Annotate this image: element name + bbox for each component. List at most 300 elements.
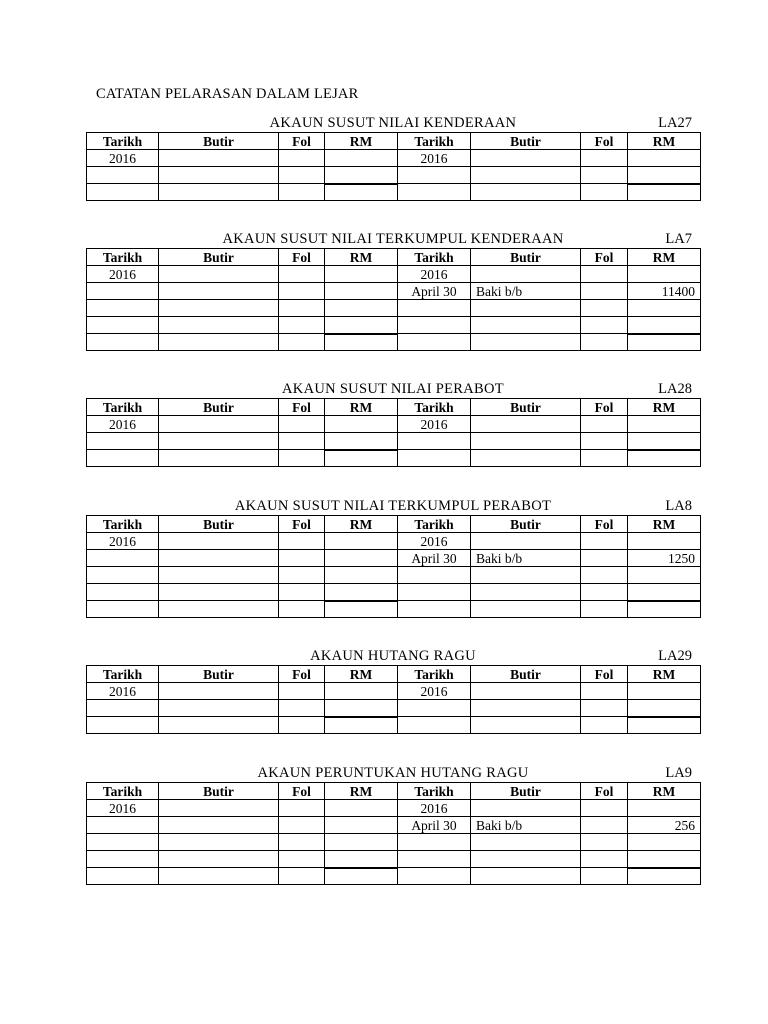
cell-tarikh-debit (87, 334, 159, 351)
cell-tarikh-credit (398, 584, 471, 601)
cell-tarikh-credit (398, 567, 471, 584)
cell-fol-credit (581, 584, 628, 601)
cell-fol-debit (279, 450, 325, 467)
cell-tarikh-debit (87, 817, 159, 834)
ledger-name: AKAUN SUSUT NILAI PERABOT (282, 381, 504, 397)
header-rm: RM (325, 249, 398, 266)
cell-tarikh-debit: 2016 (87, 533, 159, 550)
cell-butir-credit (471, 700, 581, 717)
table-row (87, 868, 701, 885)
cell-tarikh-credit (398, 300, 471, 317)
header-tarikh: Tarikh (398, 666, 471, 683)
cell-rm-debit (325, 317, 398, 334)
cell-fol-credit (581, 550, 628, 567)
cell-fol-debit (279, 533, 325, 550)
cell-tarikh-credit (398, 834, 471, 851)
header-fol: Fol (581, 666, 628, 683)
ledger-code: LA27 (658, 115, 692, 131)
cell-tarikh-debit (87, 450, 159, 467)
cell-fol-debit (279, 150, 325, 167)
header-butir: Butir (159, 399, 279, 416)
ledger-susut-nilai-terkumpul-kenderaan (86, 231, 700, 351)
cell-butir-credit (471, 567, 581, 584)
cell-rm-credit (628, 433, 701, 450)
cell-tarikh-credit: 2016 (398, 800, 471, 817)
header-butir: Butir (471, 666, 581, 683)
header-rm: RM (628, 133, 701, 150)
header-fol: Fol (279, 249, 325, 266)
cell-butir-credit (471, 601, 581, 618)
cell-butir-credit (471, 167, 581, 184)
cell-fol-credit (581, 601, 628, 618)
table-header-row (87, 249, 701, 266)
ledger-name: AKAUN SUSUT NILAI KENDERAAN (269, 115, 517, 131)
cell-tarikh-debit: 2016 (87, 683, 159, 700)
table-header-row (87, 666, 701, 683)
cell-rm-credit (628, 334, 701, 351)
header-butir: Butir (471, 783, 581, 800)
cell-butir-credit (471, 868, 581, 885)
header-fol: Fol (581, 399, 628, 416)
cell-butir-credit (471, 584, 581, 601)
table-row (87, 550, 701, 567)
header-butir: Butir (159, 666, 279, 683)
cell-fol-credit (581, 300, 628, 317)
ledger-name: AKAUN HUTANG RAGU (310, 648, 476, 664)
cell-rm-credit (628, 584, 701, 601)
cell-butir-debit (159, 283, 279, 300)
cell-tarikh-debit (87, 700, 159, 717)
header-fol: Fol (581, 783, 628, 800)
cell-tarikh-debit (87, 601, 159, 618)
cell-fol-credit (581, 283, 628, 300)
ledger-table (86, 398, 701, 467)
table-row (87, 300, 701, 317)
ledger-header (86, 231, 700, 248)
cell-rm-debit (325, 283, 398, 300)
table-header-row (87, 516, 701, 533)
cell-butir-credit (471, 834, 581, 851)
cell-rm-credit (628, 800, 701, 817)
header-tarikh: Tarikh (87, 666, 159, 683)
table-row (87, 317, 701, 334)
cell-rm-debit (325, 567, 398, 584)
ledger-code: LA8 (665, 498, 692, 514)
cell-tarikh-credit (398, 184, 471, 201)
cell-butir-credit (471, 150, 581, 167)
ledger-header (86, 648, 700, 665)
cell-butir-debit (159, 533, 279, 550)
header-butir: Butir (159, 783, 279, 800)
cell-rm-debit (325, 584, 398, 601)
cell-butir-credit (471, 433, 581, 450)
table-row (87, 584, 701, 601)
header-tarikh: Tarikh (87, 133, 159, 150)
table-row (87, 834, 701, 851)
cell-butir-debit (159, 550, 279, 567)
table-row (87, 416, 701, 433)
table-row (87, 167, 701, 184)
cell-tarikh-debit (87, 567, 159, 584)
cell-fol-credit (581, 800, 628, 817)
ledger-name: AKAUN PERUNTUKAN HUTANG RAGU (257, 765, 529, 781)
cell-rm-debit (325, 817, 398, 834)
ledger-table (86, 515, 701, 618)
cell-fol-credit (581, 150, 628, 167)
cell-rm-debit (325, 683, 398, 700)
cell-fol-credit (581, 567, 628, 584)
ledger-susut-nilai-kenderaan (86, 115, 700, 201)
cell-tarikh-debit (87, 550, 159, 567)
cell-butir-debit (159, 300, 279, 317)
header-rm: RM (628, 399, 701, 416)
ledger-susut-nilai-perabot (86, 381, 700, 467)
cell-butir-debit (159, 266, 279, 283)
cell-rm-credit (628, 601, 701, 618)
cell-tarikh-debit: 2016 (87, 266, 159, 283)
table-row (87, 150, 701, 167)
cell-rm-debit (325, 450, 398, 467)
header-butir: Butir (159, 249, 279, 266)
cell-rm-debit (325, 601, 398, 618)
cell-fol-credit (581, 450, 628, 467)
cell-fol-credit (581, 817, 628, 834)
cell-butir-credit (471, 683, 581, 700)
cell-fol-debit (279, 567, 325, 584)
cell-butir-credit (471, 300, 581, 317)
header-butir: Butir (471, 516, 581, 533)
cell-rm-debit (325, 834, 398, 851)
table-row (87, 601, 701, 618)
ledger-table (86, 665, 701, 734)
cell-tarikh-debit: 2016 (87, 416, 159, 433)
cell-tarikh-credit (398, 601, 471, 618)
cell-rm-debit (325, 533, 398, 550)
ledger-susut-nilai-terkumpul-perabot (86, 498, 700, 618)
cell-rm-credit (628, 700, 701, 717)
cell-tarikh-credit (398, 450, 471, 467)
cell-rm-debit (325, 800, 398, 817)
cell-fol-debit (279, 700, 325, 717)
cell-tarikh-credit (398, 334, 471, 351)
cell-tarikh-credit (398, 433, 471, 450)
cell-fol-debit (279, 817, 325, 834)
cell-rm-debit (325, 266, 398, 283)
cell-butir-debit (159, 700, 279, 717)
cell-butir-credit (471, 184, 581, 201)
cell-butir-credit (471, 717, 581, 734)
table-row (87, 533, 701, 550)
ledger-name: AKAUN SUSUT NILAI TERKUMPUL KENDERAAN (222, 231, 564, 247)
cell-fol-credit (581, 683, 628, 700)
cell-fol-debit (279, 433, 325, 450)
header-rm: RM (628, 249, 701, 266)
header-tarikh: Tarikh (398, 399, 471, 416)
cell-butir-credit (471, 800, 581, 817)
cell-fol-debit (279, 266, 325, 283)
header-tarikh: Tarikh (87, 249, 159, 266)
cell-fol-debit (279, 800, 325, 817)
cell-rm-debit (325, 868, 398, 885)
table-row (87, 700, 701, 717)
header-tarikh: Tarikh (398, 516, 471, 533)
table-header-row (87, 133, 701, 150)
header-tarikh: Tarikh (87, 783, 159, 800)
table-row (87, 683, 701, 700)
cell-tarikh-debit: 2016 (87, 150, 159, 167)
header-tarikh: Tarikh (87, 516, 159, 533)
cell-butir-credit (471, 317, 581, 334)
cell-fol-debit (279, 851, 325, 868)
cell-tarikh-credit (398, 317, 471, 334)
cell-fol-credit (581, 834, 628, 851)
cell-tarikh-credit: 2016 (398, 266, 471, 283)
header-rm: RM (628, 516, 701, 533)
cell-tarikh-credit: April 30 (398, 817, 471, 834)
cell-rm-debit (325, 167, 398, 184)
cell-butir-debit (159, 450, 279, 467)
header-tarikh: Tarikh (398, 249, 471, 266)
header-fol: Fol (581, 133, 628, 150)
cell-tarikh-credit (398, 851, 471, 868)
table-row (87, 567, 701, 584)
cell-rm-credit (628, 300, 701, 317)
cell-tarikh-debit (87, 717, 159, 734)
ledger-code: LA9 (665, 765, 692, 781)
document-title: CATATAN PELARASAN DALAM LEJAR (96, 86, 359, 102)
table-row (87, 266, 701, 283)
cell-tarikh-debit: 2016 (87, 800, 159, 817)
header-butir: Butir (471, 249, 581, 266)
cell-tarikh-debit (87, 300, 159, 317)
table-row (87, 334, 701, 351)
cell-tarikh-debit (87, 834, 159, 851)
header-rm: RM (628, 783, 701, 800)
cell-butir-debit (159, 334, 279, 351)
cell-fol-credit (581, 717, 628, 734)
cell-rm-debit (325, 717, 398, 734)
cell-butir-debit (159, 584, 279, 601)
cell-tarikh-credit (398, 700, 471, 717)
cell-tarikh-credit: 2016 (398, 533, 471, 550)
cell-butir-debit (159, 416, 279, 433)
header-rm: RM (325, 516, 398, 533)
ledger-header (86, 498, 700, 515)
cell-rm-credit (628, 868, 701, 885)
cell-butir-debit (159, 567, 279, 584)
cell-fol-debit (279, 584, 325, 601)
cell-rm-credit (628, 851, 701, 868)
ledger-code: LA28 (658, 381, 692, 397)
cell-tarikh-debit (87, 868, 159, 885)
cell-tarikh-debit (87, 184, 159, 201)
cell-fol-credit (581, 184, 628, 201)
cell-fol-debit (279, 834, 325, 851)
header-fol: Fol (279, 666, 325, 683)
header-fol: Fol (581, 516, 628, 533)
cell-rm-debit (325, 334, 398, 351)
ledger-table (86, 132, 701, 201)
cell-butir-credit: Baki b/b (471, 550, 581, 567)
cell-rm-credit (628, 266, 701, 283)
cell-tarikh-credit: April 30 (398, 550, 471, 567)
cell-rm-credit: 1250 (628, 550, 701, 567)
cell-rm-credit (628, 567, 701, 584)
cell-butir-credit (471, 266, 581, 283)
cell-butir-debit (159, 868, 279, 885)
cell-rm-credit: 256 (628, 817, 701, 834)
table-row (87, 800, 701, 817)
cell-rm-credit (628, 683, 701, 700)
cell-fol-debit (279, 416, 325, 433)
cell-butir-debit (159, 184, 279, 201)
table-header-row (87, 783, 701, 800)
cell-rm-debit (325, 433, 398, 450)
cell-rm-credit (628, 717, 701, 734)
cell-butir-credit: Baki b/b (471, 283, 581, 300)
cell-rm-debit (325, 700, 398, 717)
table-row (87, 433, 701, 450)
table-row (87, 717, 701, 734)
cell-tarikh-credit: 2016 (398, 683, 471, 700)
table-row (87, 450, 701, 467)
table-row (87, 851, 701, 868)
cell-tarikh-credit (398, 868, 471, 885)
header-fol: Fol (581, 249, 628, 266)
cell-rm-credit: 11400 (628, 283, 701, 300)
header-butir: Butir (471, 399, 581, 416)
cell-tarikh-debit (87, 851, 159, 868)
cell-rm-debit (325, 550, 398, 567)
cell-rm-credit (628, 834, 701, 851)
cell-rm-debit (325, 184, 398, 201)
cell-butir-debit (159, 851, 279, 868)
header-fol: Fol (279, 516, 325, 533)
cell-fol-credit (581, 851, 628, 868)
header-fol: Fol (279, 399, 325, 416)
cell-tarikh-credit (398, 717, 471, 734)
cell-butir-credit (471, 334, 581, 351)
cell-tarikh-credit (398, 167, 471, 184)
cell-rm-debit (325, 150, 398, 167)
header-butir: Butir (471, 133, 581, 150)
cell-rm-credit (628, 450, 701, 467)
ledger-code: LA7 (665, 231, 692, 247)
cell-fol-debit (279, 868, 325, 885)
cell-fol-credit (581, 533, 628, 550)
cell-butir-debit (159, 817, 279, 834)
cell-rm-credit (628, 150, 701, 167)
cell-butir-credit (471, 851, 581, 868)
header-rm: RM (628, 666, 701, 683)
cell-fol-debit (279, 184, 325, 201)
ledger-code: LA29 (658, 648, 692, 664)
header-tarikh: Tarikh (398, 783, 471, 800)
cell-butir-credit: Baki b/b (471, 817, 581, 834)
header-rm: RM (325, 783, 398, 800)
cell-fol-debit (279, 683, 325, 700)
header-tarikh: Tarikh (87, 399, 159, 416)
cell-butir-credit (471, 416, 581, 433)
header-fol: Fol (279, 133, 325, 150)
cell-fol-debit (279, 550, 325, 567)
cell-butir-credit (471, 450, 581, 467)
cell-fol-debit (279, 317, 325, 334)
cell-fol-debit (279, 283, 325, 300)
cell-fol-credit (581, 868, 628, 885)
cell-fol-credit (581, 416, 628, 433)
cell-tarikh-credit: April 30 (398, 283, 471, 300)
ledger-header (86, 765, 700, 782)
cell-rm-credit (628, 167, 701, 184)
cell-fol-debit (279, 717, 325, 734)
cell-butir-debit (159, 601, 279, 618)
table-row (87, 184, 701, 201)
table-row (87, 817, 701, 834)
cell-butir-debit (159, 683, 279, 700)
header-rm: RM (325, 133, 398, 150)
header-fol: Fol (279, 783, 325, 800)
cell-fol-credit (581, 700, 628, 717)
ledger-peruntukan-hutang-ragu (86, 765, 700, 885)
cell-butir-debit (159, 433, 279, 450)
cell-fol-debit (279, 300, 325, 317)
ledger-table (86, 248, 701, 351)
cell-fol-credit (581, 317, 628, 334)
cell-fol-credit (581, 334, 628, 351)
cell-butir-debit (159, 150, 279, 167)
ledger-header (86, 381, 700, 398)
cell-tarikh-debit (87, 167, 159, 184)
cell-rm-credit (628, 184, 701, 201)
cell-butir-debit (159, 800, 279, 817)
header-rm: RM (325, 666, 398, 683)
cell-butir-credit (471, 533, 581, 550)
cell-fol-credit (581, 266, 628, 283)
cell-tarikh-credit: 2016 (398, 416, 471, 433)
header-tarikh: Tarikh (398, 133, 471, 150)
ledger-hutang-ragu (86, 648, 700, 734)
cell-rm-credit (628, 533, 701, 550)
cell-rm-debit (325, 851, 398, 868)
cell-tarikh-debit (87, 433, 159, 450)
cell-tarikh-debit (87, 283, 159, 300)
cell-fol-credit (581, 167, 628, 184)
ledger-table (86, 782, 701, 885)
cell-fol-credit (581, 433, 628, 450)
header-butir: Butir (159, 516, 279, 533)
cell-rm-credit (628, 317, 701, 334)
cell-tarikh-debit (87, 317, 159, 334)
cell-butir-debit (159, 834, 279, 851)
header-rm: RM (325, 399, 398, 416)
cell-rm-credit (628, 416, 701, 433)
cell-tarikh-debit (87, 584, 159, 601)
table-row (87, 283, 701, 300)
header-butir: Butir (159, 133, 279, 150)
cell-butir-debit (159, 167, 279, 184)
cell-rm-debit (325, 416, 398, 433)
cell-butir-debit (159, 717, 279, 734)
table-header-row (87, 399, 701, 416)
ledger-header (86, 115, 700, 132)
cell-fol-debit (279, 167, 325, 184)
cell-fol-debit (279, 334, 325, 351)
cell-fol-debit (279, 601, 325, 618)
cell-rm-debit (325, 300, 398, 317)
cell-butir-debit (159, 317, 279, 334)
ledger-name: AKAUN SUSUT NILAI TERKUMPUL PERABOT (234, 498, 552, 514)
